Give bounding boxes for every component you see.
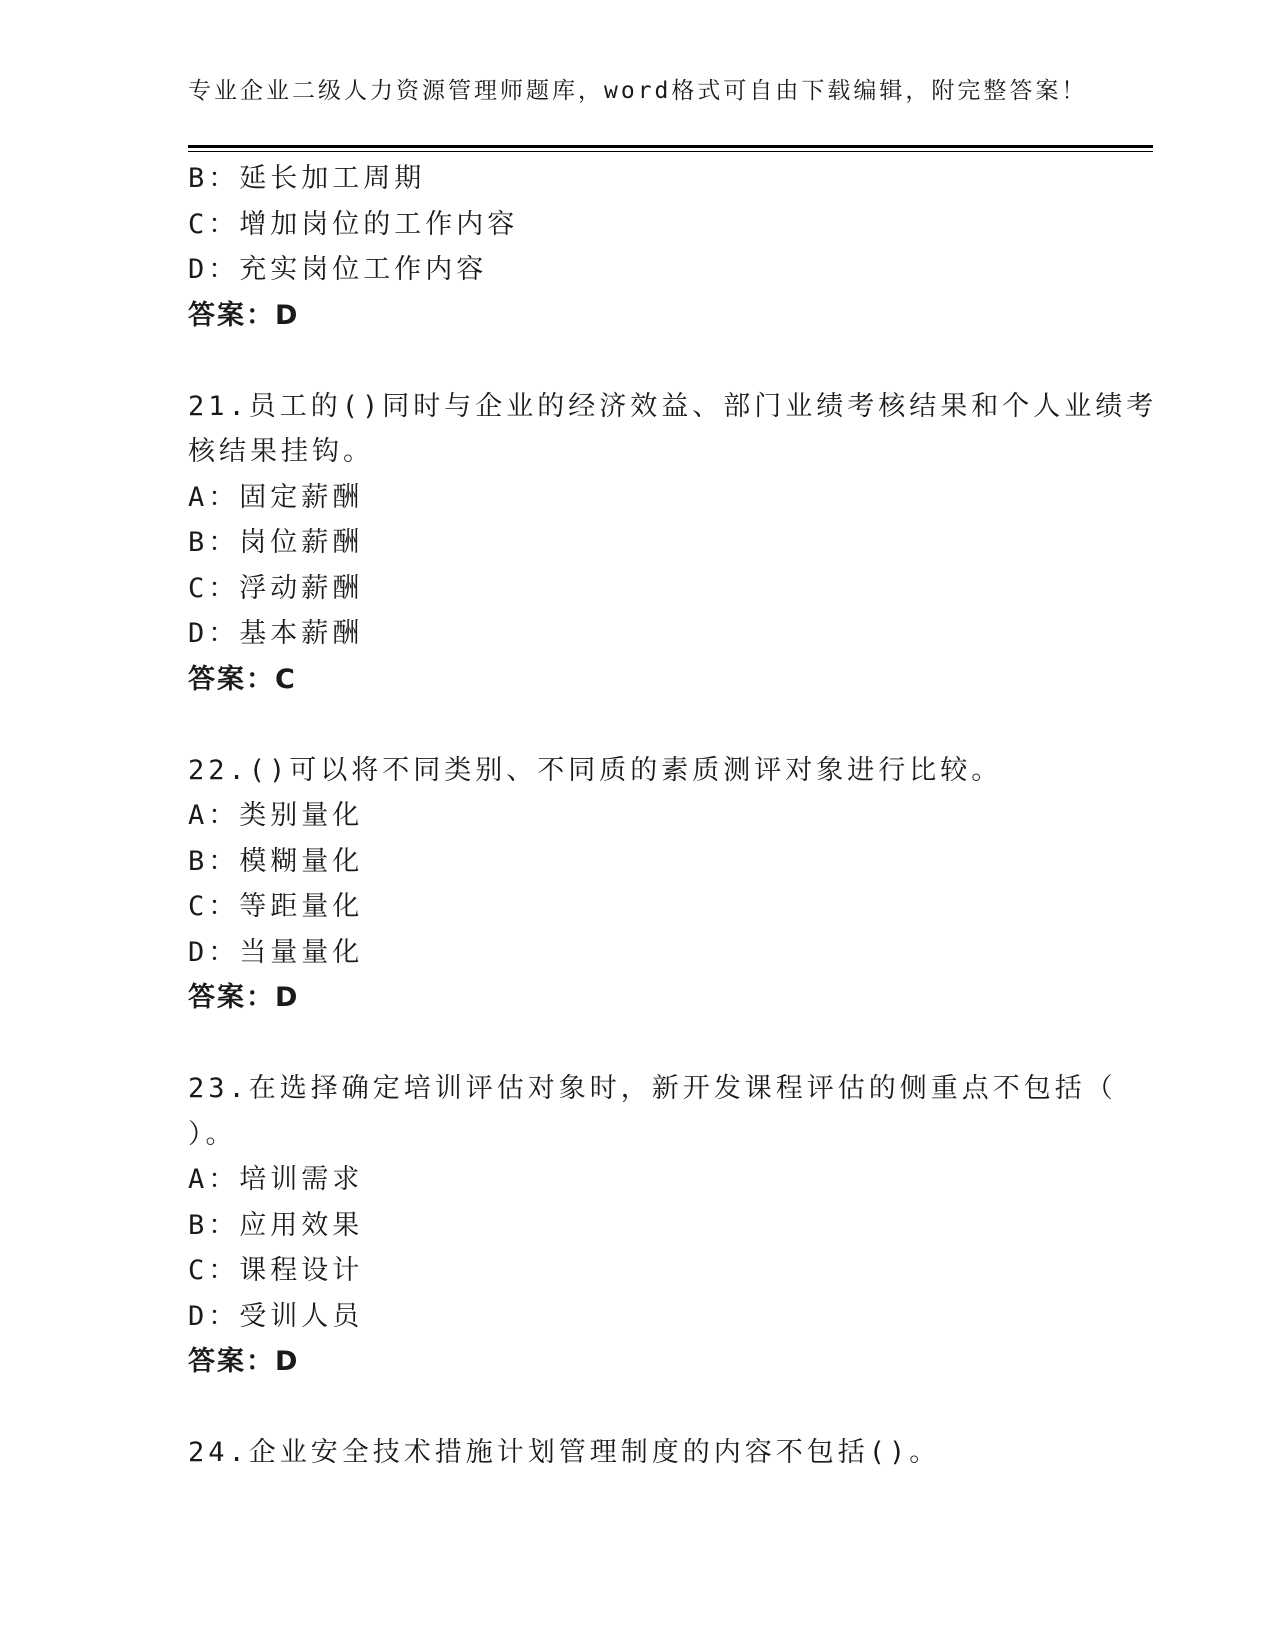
option-a: A：培训需求 <box>188 1164 364 1195</box>
header-rule-thick <box>188 145 1153 148</box>
option-d: D：基本薪酬 <box>188 618 364 649</box>
spacer <box>188 338 1108 384</box>
spacer <box>188 702 1108 748</box>
option-b: B：模糊量化 <box>188 845 364 877</box>
page-header: 专业企业二级人力资源管理师题库，word格式可自由下载编辑，附完整答案！ <box>188 78 1088 104</box>
question-21 <box>188 384 1158 703</box>
option-d: D：受训人员 <box>188 1300 364 1332</box>
option-d: D：充实岗位工作内容 <box>188 254 488 285</box>
question-stem: 24.企业安全技术措施计划管理制度的内容不包括()。 <box>188 1437 941 1468</box>
header-rule-thin <box>188 151 1153 152</box>
question-stem: 23.在选择确定培训评估对象时，新开发课程评估的侧重点不包括（ <box>188 1073 1117 1104</box>
option-a: A：类别量化 <box>188 800 364 831</box>
option-b: B：岗位薪酬 <box>188 527 364 558</box>
answer: 答案：D <box>188 1346 300 1377</box>
question-20-tail <box>188 156 1108 338</box>
answer: 答案：D <box>188 299 300 331</box>
question-24 <box>188 1430 1108 1476</box>
question-stem: 22.()可以将不同类别、不同质的素质测评对象进行比较。 <box>188 754 1003 786</box>
question-22 <box>188 748 1108 1021</box>
answer: 答案：C <box>188 663 297 695</box>
question-stem: 21.员工的()同时与企业的经济效益、部门业绩考核结果和个人业绩考 <box>188 390 1158 422</box>
question-23 <box>188 1066 1117 1385</box>
answer: 答案：D <box>188 982 300 1013</box>
option-c: C：浮动薪酬 <box>188 572 364 604</box>
question-content <box>188 156 1158 1476</box>
spacer <box>188 1021 1108 1067</box>
option-c: C：增加岗位的工作内容 <box>188 208 519 240</box>
option-d: D：当量量化 <box>188 936 364 968</box>
option-b: B：应用效果 <box>188 1209 364 1241</box>
question-stem-continued: 核结果挂钩。 <box>188 436 374 467</box>
option-b: B：延长加工周期 <box>188 163 426 194</box>
spacer <box>188 1385 1108 1431</box>
question-stem-continued: ）。 <box>188 1118 237 1150</box>
option-c: C：等距量化 <box>188 891 364 922</box>
option-c: C：课程设计 <box>188 1255 364 1286</box>
option-a: A：固定薪酬 <box>188 481 364 513</box>
